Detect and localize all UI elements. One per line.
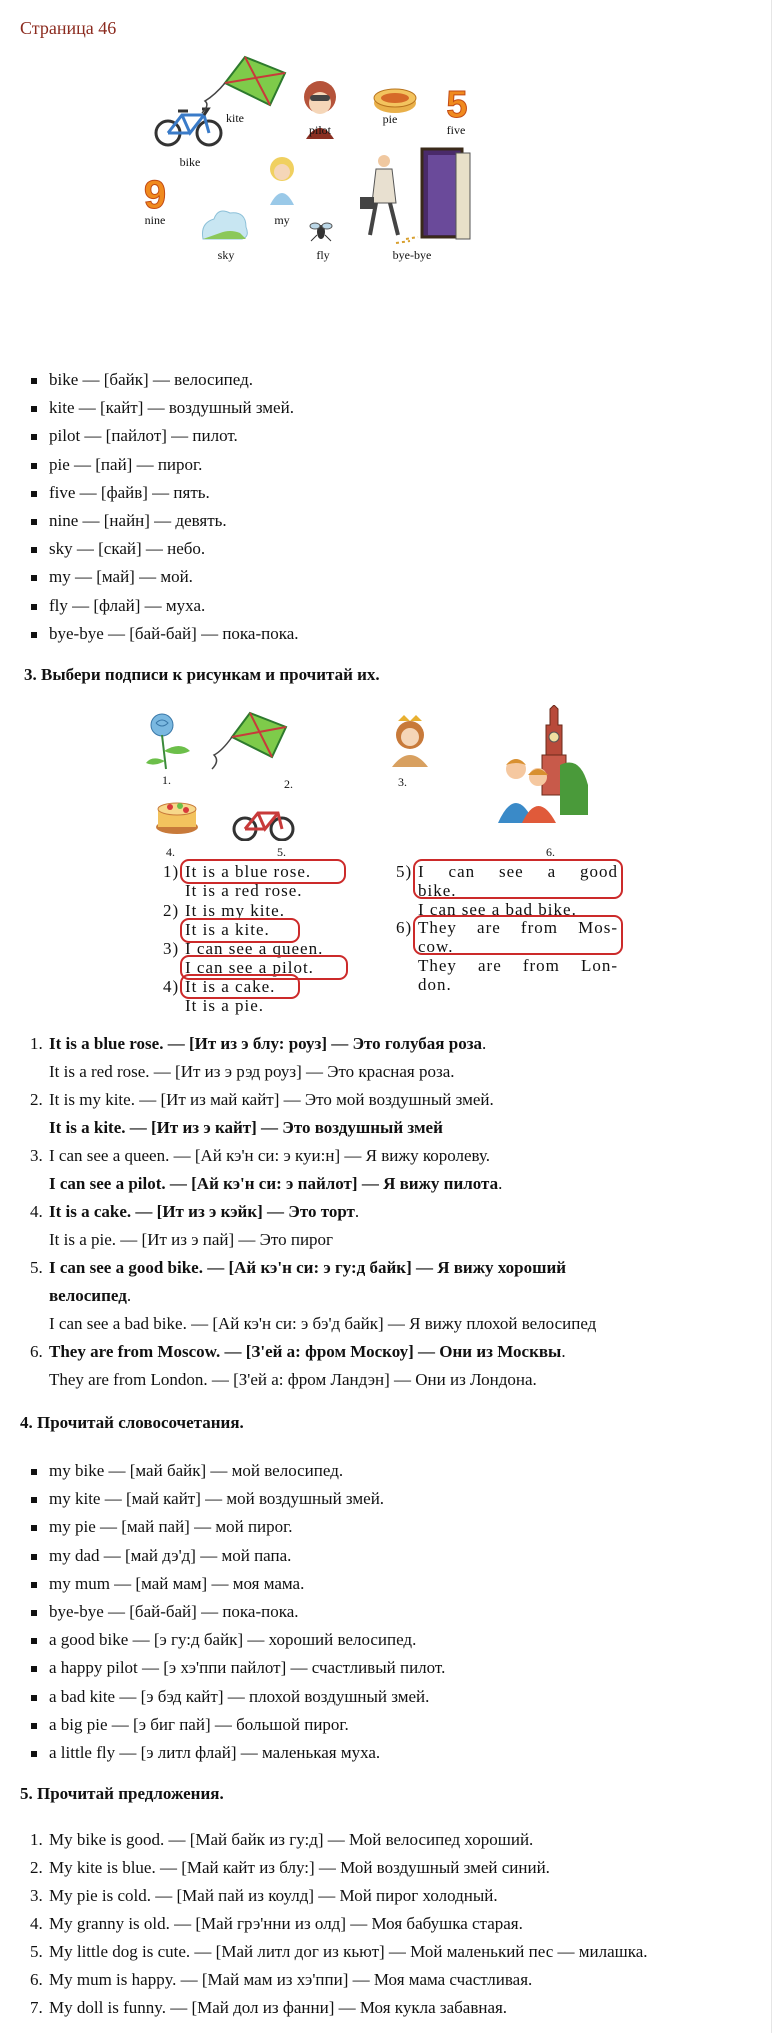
- list-item: my kite — [май кайт] — мой воздушный змей.: [28, 1485, 445, 1513]
- page-title: Страница 46: [20, 18, 117, 38]
- picture-number-6: 6.: [546, 845, 555, 859]
- svg-text:5: 5: [446, 84, 468, 121]
- caption-option-2: 2) It is my kite. It is a kite.: [163, 901, 285, 939]
- list-item: five — [файв] — пять.: [28, 479, 299, 507]
- list-item: fly — [флай] — муха.: [28, 592, 299, 620]
- vocabulary-list: [28, 366, 299, 648]
- answer-circle-1: [180, 859, 346, 884]
- caption-option-5: 5) I can see a good bike. I can see a bad bike.: [396, 862, 618, 919]
- list-item: pilot — [пайлот] — пилот.: [28, 422, 299, 450]
- list-item: my bike — [май байк] — мой велосипед.: [28, 1457, 445, 1485]
- list-item: my — [май] — мой.: [28, 563, 299, 591]
- my-girl-image: [266, 155, 298, 205]
- list-item: bye-bye — [бай-бай] — пока-пока.: [28, 1598, 445, 1626]
- svg-text:9: 9: [143, 173, 167, 212]
- answer-circle-5: [413, 859, 623, 899]
- caption-option-4: 4) It is a cake. It is a pie.: [163, 977, 276, 1015]
- caption-pie: pie: [382, 112, 398, 126]
- list-item: a little fly — [э литл флай] — маленькая муха.: [28, 1739, 445, 1767]
- caption-kite: kite: [226, 111, 244, 125]
- pie-image: [372, 85, 418, 115]
- kite-image: [200, 55, 290, 115]
- list-item: 6. My mum is happy. — [Май мам из хэ'ппи] — Моя мама счастливая.: [30, 1970, 533, 1989]
- fly-image: [308, 217, 334, 243]
- caption-option-1: 1) It is a blue rose. It is a red rose.: [163, 862, 312, 900]
- list-item: a bad kite — [э бэд кайт] — плохой воздушный змей.: [28, 1683, 445, 1711]
- list-item: sky — [скай] — небо.: [28, 535, 299, 563]
- caption-fly: fly: [316, 248, 330, 262]
- sky-image: [200, 203, 250, 243]
- list-item: 4. My granny is old. — [Май грэ'нни из олд] — Моя бабушка старая.: [30, 1914, 523, 1933]
- list-item: my dad — [май дэ'д] — мой папа.: [28, 1542, 445, 1570]
- list-item: 1. It is a blue rose. — [Ит из э блу: роуз] — Это голубая роза. It is a red rose. — [Ит из э рэд роуз] — Это красная роза.: [30, 1034, 487, 1081]
- moscow-image: [490, 705, 590, 825]
- caption-option-3: 3) I can see a queen. I can see a pilot.: [163, 939, 324, 977]
- list-item: 2. My kite is blue. — [Май кайт из блу:] — Мой воздушный змей синий.: [30, 1858, 550, 1877]
- list-item: nine — [найн] — девять.: [28, 507, 299, 535]
- vocabulary-illustration: [140, 55, 620, 345]
- list-item: a good bike — [э гу:д байк] — хороший велосипед.: [28, 1626, 445, 1654]
- caption-pilot: pilot: [308, 123, 331, 137]
- caption-option-6: 6) They are from Mos- cow. They are from Lon- don.: [396, 918, 618, 994]
- task3-answers: [20, 1030, 596, 1394]
- kite-image-2: [210, 711, 290, 771]
- exercise3-illustration: [140, 705, 620, 1015]
- task5-heading: 5. Прочитай предложения.: [20, 1784, 224, 1803]
- picture-number-4: 4.: [166, 845, 175, 859]
- nine-image: [140, 172, 170, 212]
- task3-heading: 3. Выбери подписи к рисункам и прочитай их.: [24, 665, 380, 684]
- list-item: 4. It is a cake. — [Ит из э кэйк] — Это торт. It is a pie. — [Ит из э пай] — Это пирог: [30, 1202, 360, 1249]
- caption-sky: sky: [217, 248, 235, 262]
- answer-circle-4: [180, 974, 300, 999]
- page-border: [771, 0, 772, 2033]
- list-item: bike — [байк] — велосипед.: [28, 366, 299, 394]
- task4-list: [28, 1457, 445, 1767]
- list-item: 1. My bike is good. — [Май байк из гу:д] — Мой велосипед хороший.: [30, 1830, 534, 1849]
- list-item: my mum — [май мам] — моя мама.: [28, 1570, 445, 1598]
- list-item: 3. I can see a queen. — [Ай кэ'н си: э куи:н] — Я вижу королеву. I can see a pilot. — [Ай кэ'н си: э пайлот] — Я вижу пилота.: [30, 1146, 503, 1193]
- list-item: 6. They are from Moscow. — [З'ей а: фром Москоу] — Они из Москвы. They are from London. — [З'ей а: фром Ландэн] — Они из Лондона.: [30, 1342, 566, 1389]
- rose-image: [144, 711, 192, 771]
- caption-five: five: [446, 123, 466, 137]
- task4-heading: 4. Прочитай словосочетания.: [20, 1413, 244, 1432]
- picture-number-3: 3.: [398, 775, 407, 789]
- list-item: 3. My pie is cold. — [Май пай из коулд] — Мой пирог холодный.: [30, 1886, 498, 1905]
- caption-my: my: [274, 213, 290, 227]
- task5-list: [20, 1826, 648, 2022]
- bye-bye-image: [356, 145, 476, 245]
- list-item: my pie — [май пай] — мой пирог.: [28, 1513, 445, 1541]
- cake-image: [154, 795, 200, 837]
- list-item: 5. I can see a good bike. — [Ай кэ'н си: э гу:д байк] — Я вижу хороший велосипед. I can see a bad bike. — [Ай кэ'н си: э бэ'д байк] — Я вижу плохой велосипед: [30, 1258, 597, 1333]
- caption-nine: nine: [144, 213, 166, 227]
- five-image: [442, 83, 472, 121]
- list-item: pie — [пай] — пирог.: [28, 451, 299, 479]
- list-item: bye-bye — [бай-бай] — пока-пока.: [28, 620, 299, 648]
- list-item: 7. My doll is funny. — [Май дол из фанни] — Моя кукла забавная.: [30, 1998, 508, 2017]
- picture-number-2: 2.: [284, 777, 293, 791]
- answer-circle-6: [413, 915, 623, 955]
- picture-number-5: 5.: [277, 845, 286, 859]
- queen-image: [388, 713, 432, 767]
- caption-bike: bike: [179, 155, 201, 169]
- list-item: 5. My little dog is cute. — [Май литл дог из кьют] — Мой маленький пес — милашка.: [30, 1942, 648, 1961]
- list-item: a big pie — [э биг пай] — большой пирог.: [28, 1711, 445, 1739]
- list-item: kite — [кайт] — воздушный змей.: [28, 394, 299, 422]
- caption-bye-bye: bye-bye: [392, 248, 432, 262]
- picture-number-1: 1.: [162, 773, 171, 787]
- bike-image-2: [232, 803, 296, 841]
- list-item: a happy pilot — [э хэ'ппи пайлот] — счастливый пилот.: [28, 1654, 445, 1682]
- list-item: 2. It is my kite. — [Ит из май кайт] — Это мой воздушный змей. It is a kite. — [Ит из э кайт] — Это воздушный змей: [30, 1090, 494, 1137]
